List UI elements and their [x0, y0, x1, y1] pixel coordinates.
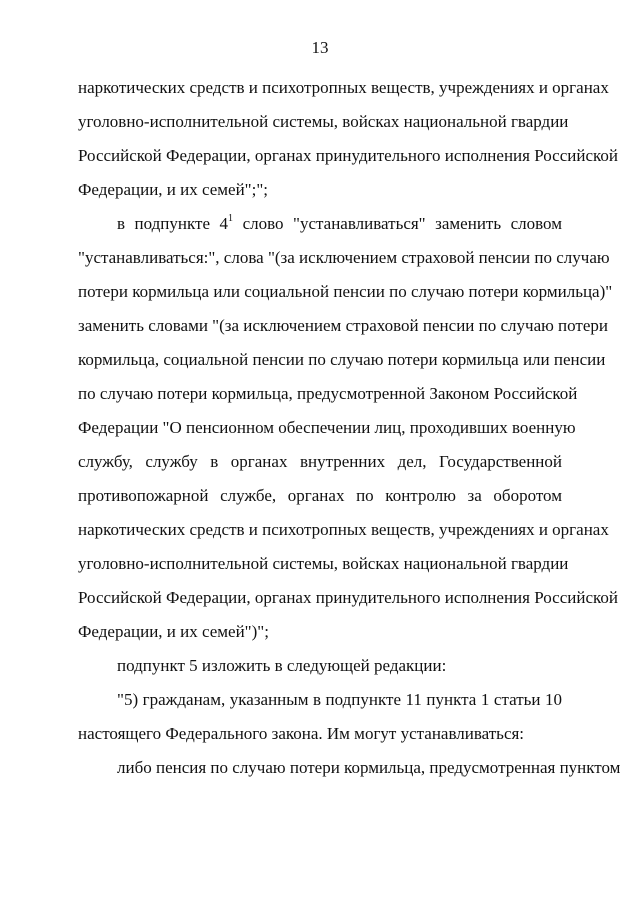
text-line: по случаю потери кормильца, предусмотренной Законом Российской: [78, 384, 578, 403]
text-line: наркотических средств и психотропных веществ, учреждениях и органах: [78, 520, 609, 539]
text-line: противопожарной службе, органах по контролю за оборотом: [78, 486, 562, 505]
superscript: 1: [228, 213, 234, 225]
text-line: Российской Федерации, органах принудительного исполнения Российской: [78, 146, 618, 165]
text-line: заменить словами "(за исключением страховой пенсии по случаю потери: [78, 316, 609, 335]
text-line: кормильца, социальной пенсии по случаю потери кормильца или пенсии: [78, 350, 606, 369]
text-line: настоящего Федерального закона. Им могут устанавливаться:: [78, 724, 525, 743]
text-line: подпункт 5 изложить в следующей редакции:: [117, 656, 447, 675]
page-number: 13: [311, 38, 329, 57]
text-line: "устанавливаться:", слова "(за исключением страховой пенсии по случаю: [78, 248, 610, 267]
text-segment: слово "устанавливаться" заменить словом: [233, 214, 562, 233]
text-segment: в подпункте 4: [117, 214, 229, 233]
text-line: уголовно-исполнительной системы, войсках национальной гвардии: [78, 112, 569, 131]
text-line: [117, 213, 562, 235]
text-line: Федерации, и их семей")";: [78, 622, 269, 641]
text-line: Федерации "О пенсионном обеспечении лиц, проходивших военную: [78, 418, 576, 437]
text-line: либо пенсия по случаю потери кормильца, предусмотренная пунктом: [117, 758, 621, 777]
text-line: "5) гражданам, указанным в подпункте 11 пункта 1 статьи 10: [117, 690, 562, 709]
text-line: службу, службу в органах внутренних дел, Государственной: [78, 452, 562, 471]
text-line: Российской Федерации, органах принудительного исполнения Российской: [78, 588, 618, 607]
text-line: Федерации, и их семей";";: [78, 180, 269, 199]
text-line: потери кормильца или социальной пенсии по случаю потери кормильца)": [78, 282, 613, 301]
text-line: уголовно-исполнительной системы, войсках национальной гвардии: [78, 554, 569, 573]
text-line: наркотических средств и психотропных веществ, учреждениях и органах: [78, 78, 609, 97]
